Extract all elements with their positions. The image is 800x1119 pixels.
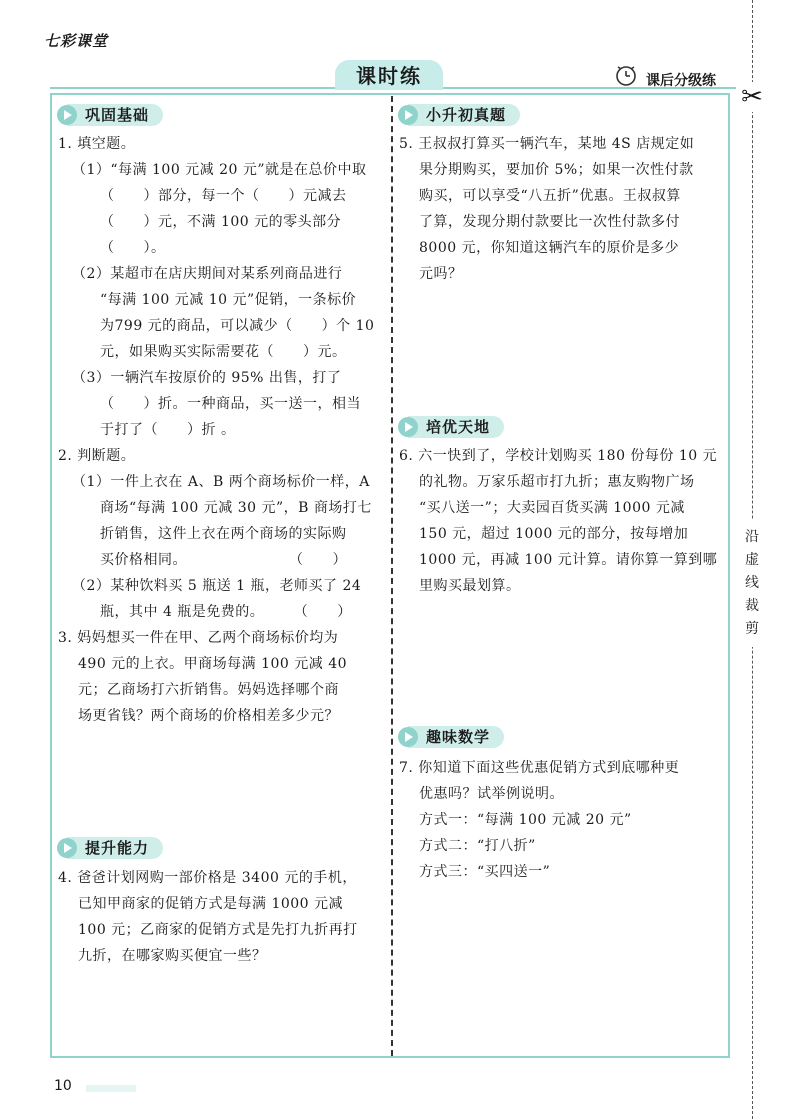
play-icon [57,105,77,125]
question-line: 150 元，超过 1000 元的部分，按每增加 [419,526,689,542]
page-subtitle: 课后分级练 [646,73,716,89]
question-line: 于打了（ ）折 。 [100,422,236,438]
question-line: 购买，可以享受“八五折”优惠。王叔叔算 [419,188,681,204]
question-line: 元吗？ [419,266,463,282]
question-1-title: 1. 填空题。 [58,136,136,152]
clock-icon [614,63,638,87]
question-line: 优惠吗？试举例说明。 [419,786,564,802]
question-line: 方式二：“打八折” [419,838,536,854]
question-line: 8000 元，你知道这辆汽车的原价是多少 [419,240,680,256]
question-line: （1）一件上衣在 A、B 两个商场标价一样，A [72,474,370,490]
cut-instruction: 沿虚线裁剪 [744,520,760,647]
question-line: 1000 元，再减 100 元计算。请你算一算到哪 [419,552,718,568]
play-icon [398,417,418,437]
question-7: 7. 你知道下面这些优惠促销方式到底哪种更 [399,760,680,776]
question-line: 为799 元的商品，可以减少（ ）个 10 [100,318,375,334]
page-title: 课时练 [335,60,443,90]
question-line: 九折，在哪家购买便宜一些？ [78,948,267,964]
section-header-exam [398,102,520,128]
section-label: 巩固基础 [67,104,163,126]
section-label: 培优天地 [408,416,504,438]
question-3: 3. 妈妈想买一件在甲、乙两个商场标价均为 [58,630,339,646]
question-line: （3）一辆汽车按原价的 95% 出售，打了 [72,370,342,386]
page-number: 10 [54,1078,72,1094]
section-label: 小升初真题 [408,104,520,126]
question-line: “每满 100 元减 10 元”促销，一条标价 [100,292,357,308]
column-divider [391,96,393,1056]
question-5: 5. 王叔叔打算买一辆汽车，某地 4S 店规定如 [399,136,695,152]
question-line: （ ）部分，每一个（ ）元减去 [100,188,347,204]
question-line: 方式一：“每满 100 元减 20 元” [419,812,632,828]
question-line: （2）某种饮料买 5 瓶送 1 瓶，老师买了 24 [72,578,362,594]
question-line: 方式三：“买四送一” [419,864,551,880]
question-line: （ ）。 [100,240,166,256]
brand-logo: 七彩课堂 [44,32,109,50]
question-line: 已知甲商家的促销方式是每满 1000 元减 [78,896,344,912]
section-header-advanced [398,414,504,440]
question-line: 100 元；乙商家的促销方式是先打九折再打 [78,922,358,938]
question-line: 商场“每满 100 元减 30 元”，B 商场打七 [100,500,372,516]
play-icon [398,727,418,747]
question-line: 的礼物。万家乐超市打九折；惠友购物广场 [419,474,695,490]
section-header-fun [398,724,504,750]
question-line: 了算，发现分期付款要比一次性付款多付 [419,214,680,230]
scissors-icon: ✂ [736,82,768,112]
play-icon [398,105,418,125]
question-line: 瓶，其中 4 瓶是免费的。 （ ） [100,604,352,620]
section-header-improve [57,835,163,861]
question-line: 场更省钱？两个商场的价格相差多少元？ [78,708,339,724]
question-line: （2）某超市在店庆期间对某系列商品进行 [72,266,343,282]
section-header-basic [57,102,163,128]
question-line: 490 元的上衣。甲商场每满 100 元减 40 [78,656,348,672]
question-6: 6. 六一快到了，学校计划购买 180 份每份 10 元 [399,448,718,464]
question-line: 元；乙商场打六折销售。妈妈选择哪个商 [78,682,339,698]
section-label: 趣味数学 [408,726,504,748]
question-line: （1）“每满 100 元减 20 元”就是在总价中取 [72,162,367,178]
question-line: 买价格相同。 （ ） [100,552,347,568]
question-line: “买八送一”；大卖园百货买满 1000 元减 [419,500,685,516]
question-line: （ ）折。一种商品，买一送一，相当 [100,396,361,412]
question-4: 4. 爸爸计划网购一部价格是 3400 元的手机， [58,870,357,886]
section-label: 提升能力 [67,837,163,859]
play-icon [57,838,77,858]
page-number-bar [86,1085,136,1092]
question-line: 果分期购买，要加价 5%；如果一次性付款 [419,162,694,178]
question-2-title: 2. 判断题。 [58,448,136,464]
question-line: 里购买最划算。 [419,578,521,594]
question-line: 折销售，这件上衣在两个商场的实际购 [100,526,347,542]
question-line: （ ）元，不满 100 元的零头部分 [100,214,342,230]
question-line: 元，如果购买实际需要花（ ）元。 [100,344,347,360]
